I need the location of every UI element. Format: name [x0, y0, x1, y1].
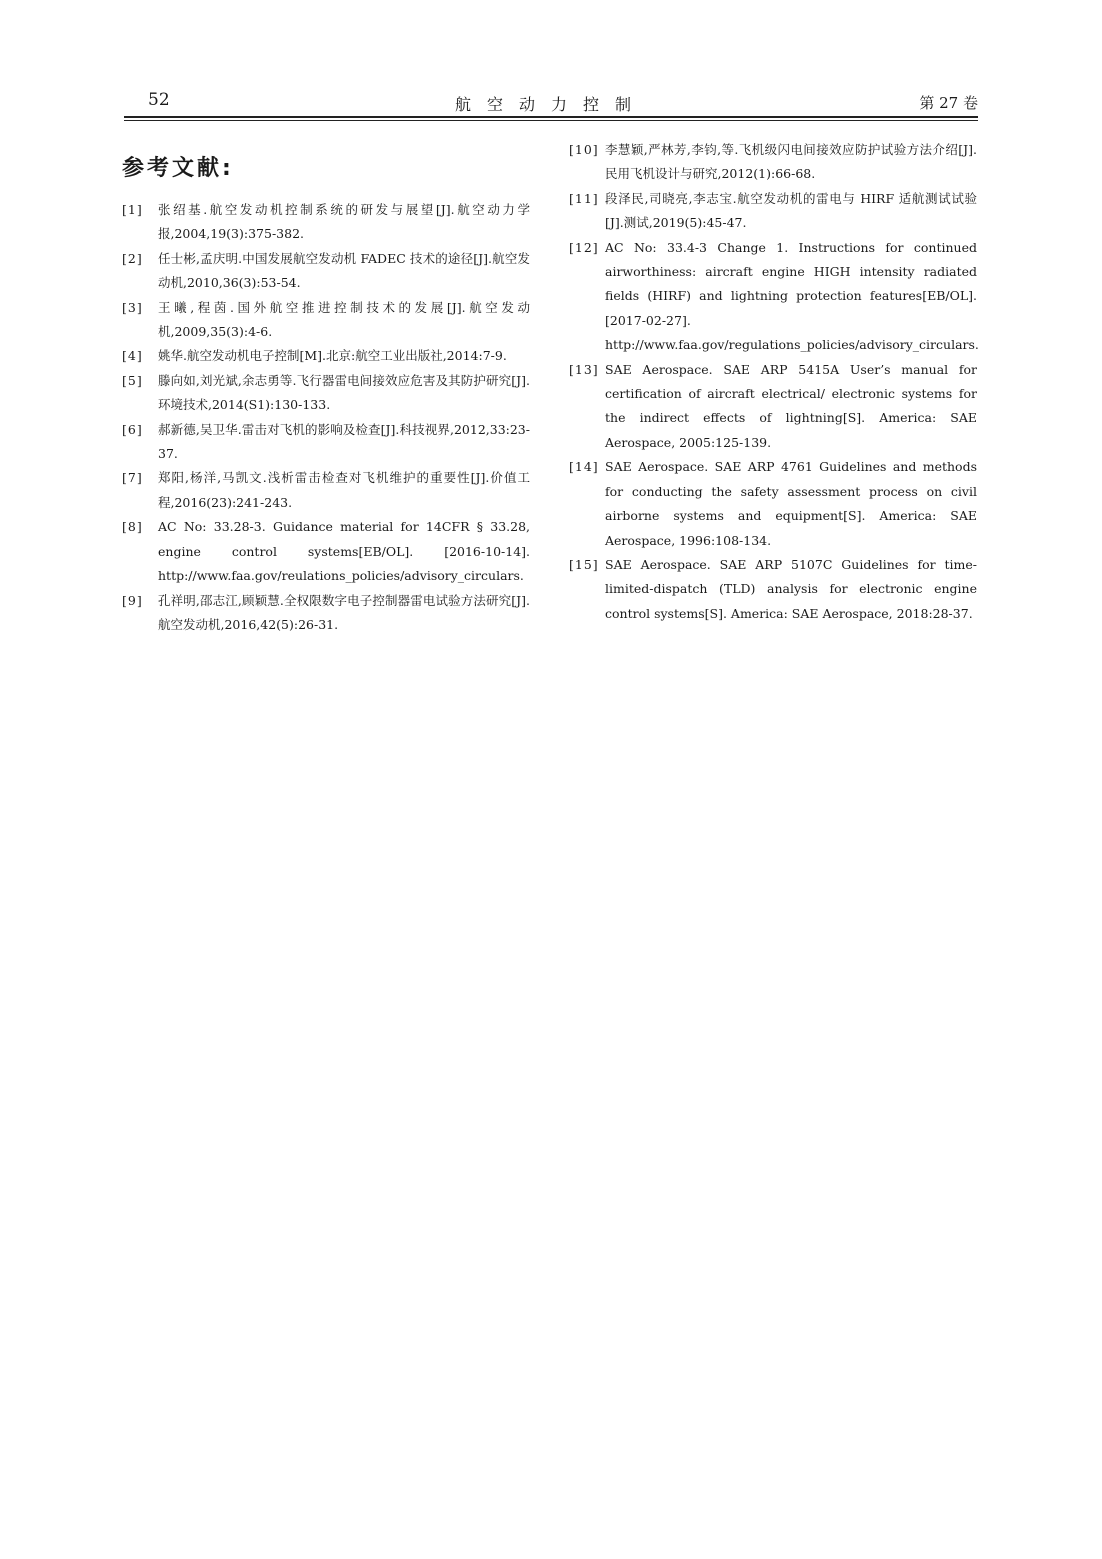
reference-text: 郝新德,吴卫华.雷击对飞机的影响及检查[J].科技视界,2012,33:23-37.	[158, 421, 530, 462]
reference-number: [7]	[122, 470, 143, 486]
reference-text: AC No: 33.4-3 Change 1. Instructions for continued airworthiness: aircraft engine HIGH intensity radiated fields (HIRF) and lightning protection features[EB/OL]. [2017-02-27]. http://www.faa.gov/regulations_policies/advisory_circulars.	[605, 239, 979, 353]
reference-number: [6]	[122, 421, 143, 437]
reference-item	[120, 589, 530, 638]
reference-item	[120, 369, 530, 418]
reference-text: 段泽民,司晓亮,李志宝.航空发动机的雷电与 HIRF 适航测试试验[J].测试,2019(5):45-47.	[605, 190, 977, 231]
reference-item	[567, 236, 977, 358]
reference-number: [14]	[569, 459, 599, 475]
reference-number: [10]	[569, 142, 599, 157]
reference-list-right	[567, 138, 977, 626]
reference-item	[567, 455, 977, 553]
journal-title: 航空动力控制	[454, 95, 647, 114]
reference-item	[567, 138, 977, 187]
reference-text: 王曦,程茵.国外航空推进控制技术的发展[J].航空发动机,2009,35(3):4-6.	[158, 299, 530, 340]
reference-number: [5]	[122, 372, 143, 388]
reference-number: [11]	[569, 190, 599, 206]
reference-text: SAE Aerospace. SAE ARP 5415A User’s manual for certification of aircraft electrical/ electronic systems for the indirect effects of lightning[S]. America: SAE Aerospace, 2005:125-139.	[605, 361, 977, 450]
reference-item	[120, 247, 530, 296]
reference-item	[567, 358, 977, 456]
section-title: 参考文献:	[122, 156, 234, 181]
reference-number: [3]	[122, 299, 143, 315]
right-column	[567, 138, 977, 626]
running-header	[124, 88, 978, 116]
reference-item	[567, 187, 977, 236]
reference-text: 任士彬,孟庆明.中国发展航空发动机 FADEC 技术的途径[J].航空发动机,2010,36(3):53-54.	[158, 250, 530, 291]
reference-item	[120, 344, 530, 368]
reference-list-left	[120, 198, 530, 637]
reference-item	[567, 553, 977, 626]
reference-text: AC No: 33.28-3. Guidance material for 14CFR § 33.28, engine control systems[EB/OL]. [2016-10-14]. http://www.faa.gov/reulations_policies/advisory_circulars.	[158, 519, 530, 584]
header-rule-thick	[124, 116, 978, 118]
reference-text: 孔祥明,邵志江,顾颖慧.全权限数字电子控制器雷电试验方法研究[J].航空发动机,2016,42(5):26-31.	[158, 592, 530, 632]
reference-item	[120, 198, 530, 247]
reference-item	[120, 466, 530, 515]
reference-item	[120, 515, 530, 588]
reference-text: 滕向如,刘光斌,余志勇等.飞行器雷电间接效应危害及其防护研究[J].环境技术,2014(S1):130-133.	[158, 372, 530, 413]
reference-text: 郑阳,杨洋,马凯文.浅析雷击检查对飞机维护的重要性[J].价值工程,2016(23):241-243.	[158, 470, 530, 510]
header-rule-thin	[124, 120, 978, 121]
reference-item	[120, 296, 530, 345]
reference-number: [15]	[569, 556, 599, 572]
reference-number: [9]	[122, 592, 143, 608]
page-number: 52	[148, 90, 170, 110]
reference-number: [12]	[569, 239, 599, 255]
reference-text: 李慧颖,严林芳,李钧,等.飞机级闪电间接效应防护试验方法介绍[J].民用飞机设计与研究,2012(1):66-68.	[605, 142, 977, 182]
reference-number: [13]	[569, 361, 599, 377]
reference-item	[120, 418, 530, 467]
reference-text: SAE Aerospace. SAE ARP 5107C Guidelines for time-limited-dispatch (TLD) analysis for electronic engine control systems[S]. America: SAE Aerospace, 2018:28-37.	[605, 556, 977, 621]
reference-number: [1]	[122, 202, 143, 217]
reference-number: [4]	[122, 348, 143, 364]
reference-text: 姚华.航空发动机电子控制[M].北京:航空工业出版社,2014:7-9.	[158, 348, 507, 364]
reference-number: [8]	[122, 519, 143, 535]
volume-label: 第 27 卷	[919, 94, 978, 112]
reference-number: [2]	[122, 250, 143, 266]
reference-text: SAE Aerospace. SAE ARP 4761 Guidelines and methods for conducting the safety assessment process on civil airborne systems and equipment[S]. America: SAE Aerospace, 1996:108-134.	[605, 459, 977, 548]
reference-text: 张绍基.航空发动机控制系统的研发与展望[J].航空动力学报,2004,19(3):375-382.	[158, 202, 530, 242]
left-column	[120, 138, 530, 637]
